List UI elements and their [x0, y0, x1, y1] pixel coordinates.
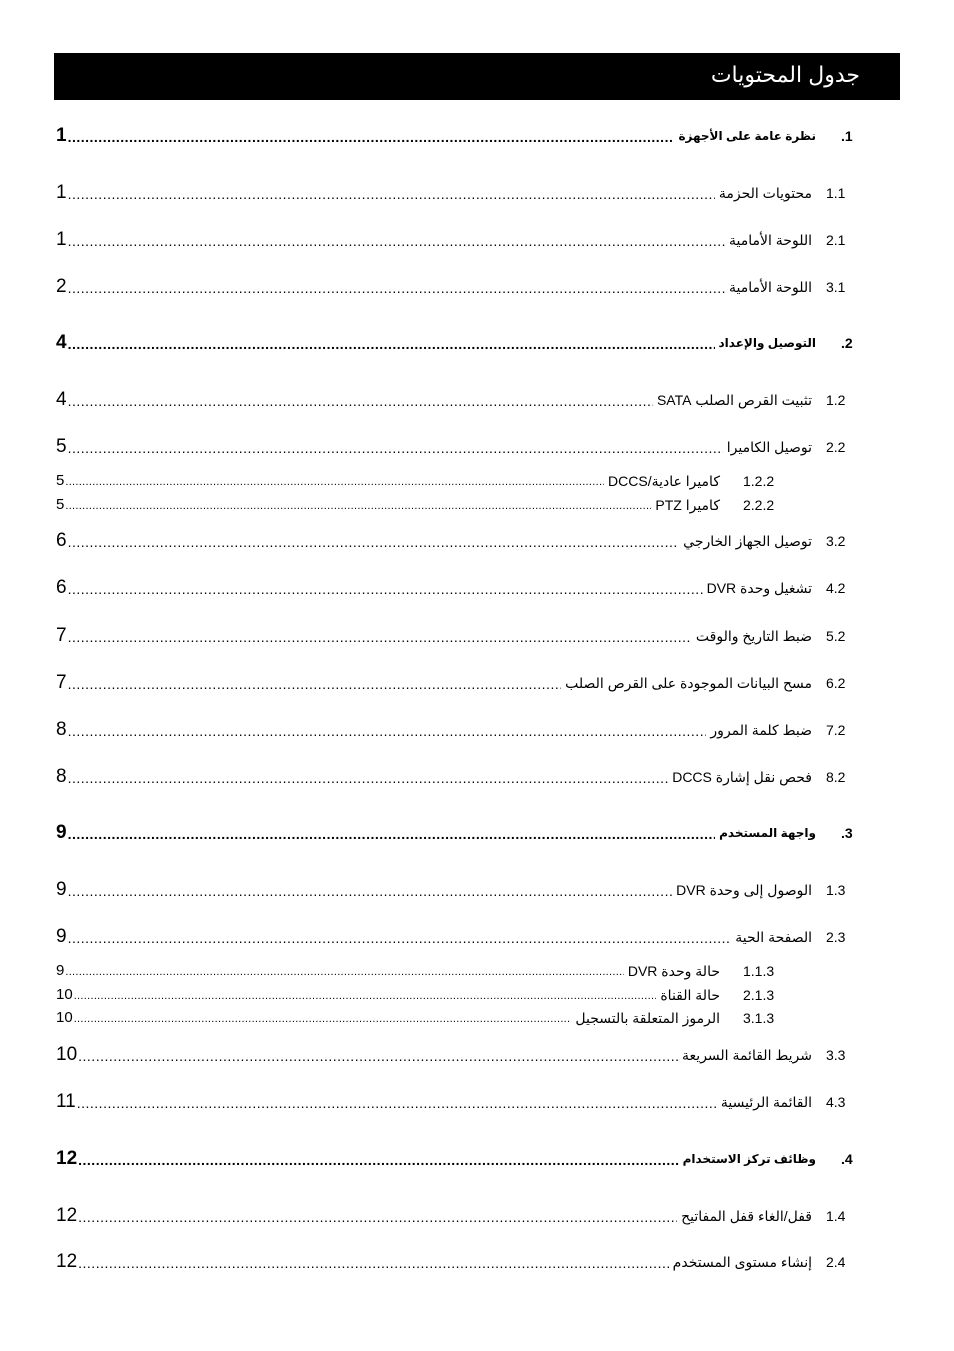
toc-entry-number: 3.2: [826, 533, 846, 549]
toc-entry[interactable]: [56, 766, 862, 788]
toc-leader-dots: [64, 496, 651, 516]
toc-entry-title: شريط القائمة السريعة: [682, 1047, 812, 1063]
toc-entry-number: 2.2: [826, 439, 846, 455]
toc-entry-title: الصفحة الحية: [735, 929, 812, 945]
page-title: جدول المحتويات: [710, 62, 860, 87]
toc-entry[interactable]: [56, 471, 840, 491]
toc-entry-title: وظائف تركز الاستخدام: [682, 1152, 816, 1166]
toc-entry-number: 2.3: [826, 929, 846, 945]
toc-leader-dots: [73, 986, 657, 1006]
toc-page-number: 10: [56, 1009, 73, 1026]
toc-entry-title: فحص نقل إشارة DCCS: [672, 769, 812, 785]
toc-entry[interactable]: [56, 926, 862, 948]
toc-entry-number: 1.2: [826, 392, 846, 408]
toc-page-number: 5: [56, 472, 65, 489]
toc-leader-dots: [77, 1252, 669, 1274]
toc-entry[interactable]: [56, 530, 862, 552]
toc-page-number: 9: [56, 962, 65, 979]
toc-entry[interactable]: [56, 719, 862, 741]
toc-page-number: 8: [56, 766, 67, 787]
toc-entry-number: 2.4: [826, 1254, 846, 1270]
toc-page-number: 6: [56, 577, 67, 598]
toc-entry-title: توصيل الكاميرا: [726, 439, 812, 455]
toc-entry[interactable]: [56, 389, 862, 411]
toc-entry-number: 6.2: [826, 675, 846, 691]
toc-page-number: 7: [56, 625, 67, 646]
toc-leader-dots: [67, 673, 562, 695]
toc-entry-title: الرموز المتعلقة بالتسجيل: [575, 1010, 720, 1026]
toc-entry-number: 5.2: [826, 628, 846, 644]
toc-entry-title: القائمة الرئيسية: [720, 1094, 812, 1110]
toc-leader-dots: [77, 1206, 677, 1228]
toc-leader-dots: [67, 437, 723, 459]
toc-entry[interactable]: [56, 276, 862, 298]
toc-entry[interactable]: [56, 182, 862, 204]
toc-entry-number: .4: [841, 1151, 853, 1167]
toc-leader-dots: [64, 472, 604, 492]
toc-entry[interactable]: [56, 625, 862, 647]
toc-entry[interactable]: [56, 1148, 875, 1170]
toc-entry-title: واجهة المستخدم: [719, 826, 816, 840]
toc-entry-number: 1.1: [826, 185, 846, 201]
toc-entry-number: 3.1: [826, 279, 846, 295]
toc-entry-number: 1.1.3: [743, 963, 775, 979]
toc-leader-dots: [67, 183, 715, 205]
toc-leader-dots: [67, 626, 692, 648]
toc-entry-title: مسح البيانات الموجودة على القرص الصلب: [565, 675, 812, 691]
toc-page-number: 1: [56, 182, 67, 203]
toc-entry[interactable]: [56, 985, 840, 1005]
toc-entry-number: 3.3: [826, 1047, 846, 1063]
toc-entry[interactable]: [56, 879, 862, 901]
toc-page-number: 4: [56, 332, 67, 353]
toc-page-number: 9: [56, 926, 67, 947]
toc-page-number: 9: [56, 822, 67, 843]
toc-page-number: 9: [56, 879, 67, 900]
toc-entry-number: 2.2.2: [743, 497, 775, 513]
toc-page-number: 4: [56, 389, 67, 410]
toc-entry-number: 4.2: [826, 580, 846, 596]
toc-entry-number: .3: [841, 825, 853, 841]
toc-page-number: 5: [56, 436, 67, 457]
toc-entry-title: ضبط كلمة المرور: [710, 722, 812, 738]
toc-entry-title: توصيل الجهاز الخارجي: [683, 533, 812, 549]
toc-leader-dots: [73, 1009, 572, 1029]
toc-entry[interactable]: [56, 1251, 862, 1273]
toc-leader-dots: [67, 578, 703, 600]
toc-entry-title: الوصول إلى وحدة DVR: [676, 882, 812, 898]
toc-entry-number: 1.3: [826, 882, 846, 898]
toc-entry-title: إنشاء مستوى المستخدم: [672, 1254, 812, 1270]
toc-leader-dots: [67, 767, 669, 789]
toc-entry[interactable]: [56, 672, 862, 694]
toc-page-number: 2: [56, 276, 67, 297]
toc-entry-number: .2: [841, 335, 853, 351]
toc-entry[interactable]: [56, 961, 840, 981]
toc-entry-title: التوصيل والإعداد: [718, 336, 816, 350]
toc-entry[interactable]: [56, 229, 862, 251]
toc-leader-dots: [67, 880, 673, 902]
toc-page-number: 7: [56, 672, 67, 693]
toc-entry-title: ضبط التاريخ والوقت: [695, 628, 812, 644]
toc-page-number: 1: [56, 125, 67, 146]
toc-entry-number: .1: [841, 128, 853, 144]
toc-entry-number: 7.2: [826, 722, 846, 738]
toc-entry-number: 1.4: [826, 1208, 846, 1224]
toc-entry-title: حالة القناة: [660, 987, 720, 1003]
toc-entry[interactable]: [56, 1044, 862, 1066]
toc-leader-dots: [77, 1149, 678, 1171]
toc-leader-dots: [77, 1045, 678, 1067]
toc-entry-title: تشغيل وحدة DVR: [706, 580, 812, 596]
toc-entry-title: اللوحة الأمامية: [729, 279, 812, 295]
toc-entry[interactable]: [56, 1091, 862, 1113]
toc-entry-number: 1.2.2: [743, 473, 775, 489]
toc-leader-dots: [67, 823, 716, 845]
toc-page-number: 12: [56, 1148, 78, 1169]
toc-entry-number: 8.2: [826, 769, 846, 785]
toc-leader-dots: [67, 277, 725, 299]
toc-entry-number: 2.1: [826, 232, 846, 248]
toc-entry-title: كاميرا PTZ: [655, 497, 720, 513]
toc-entry-title: حالة وحدة DVR: [627, 963, 720, 979]
toc-entry-number: 2.1.3: [743, 987, 775, 1003]
toc-entry[interactable]: [56, 1008, 840, 1028]
toc-page-number: 10: [56, 986, 73, 1003]
toc-page-number: 12: [56, 1251, 78, 1272]
toc-entry-title: نظرة عامة على الأجهزة: [678, 129, 816, 143]
toc-entry-title: كاميرا عادية/DCCS: [608, 473, 720, 489]
toc-leader-dots: [67, 720, 707, 742]
toc-entry[interactable]: [56, 577, 862, 599]
toc-page-number: 11: [56, 1091, 76, 1112]
toc-entry[interactable]: [56, 1205, 862, 1227]
toc-leader-dots: [67, 230, 725, 252]
toc-entry-number: 4.3: [826, 1094, 846, 1110]
toc-leader-dots: [67, 126, 675, 148]
toc-entry-title: اللوحة الأمامية: [729, 232, 812, 248]
toc-entry[interactable]: [56, 332, 875, 354]
toc-entry[interactable]: [56, 436, 862, 458]
toc-entry[interactable]: [56, 822, 875, 844]
toc-leader-dots: [67, 390, 653, 412]
toc-page-number: 6: [56, 530, 67, 551]
toc-entry-title: تثبيت القرص الصلب SATA: [656, 392, 812, 408]
toc-leader-dots: [67, 333, 715, 355]
toc-page-number: 12: [56, 1205, 78, 1226]
toc-leader-dots: [76, 1092, 717, 1114]
toc-page-number: 5: [56, 496, 65, 513]
toc-entry[interactable]: [56, 125, 875, 147]
toc-page-number: 1: [56, 229, 67, 250]
toc-entry[interactable]: [56, 495, 840, 515]
toc-entry-title: محتويات الحزمة: [718, 185, 812, 201]
toc-leader-dots: [67, 927, 732, 949]
toc-entry-title: قفل/الغاء قفل المفاتيح: [681, 1208, 812, 1224]
toc-page-number: 8: [56, 719, 67, 740]
toc-leader-dots: [64, 962, 624, 982]
toc-leader-dots: [67, 531, 680, 553]
toc-entry-number: 3.1.3: [743, 1010, 775, 1026]
toc-page-number: 10: [56, 1044, 78, 1065]
